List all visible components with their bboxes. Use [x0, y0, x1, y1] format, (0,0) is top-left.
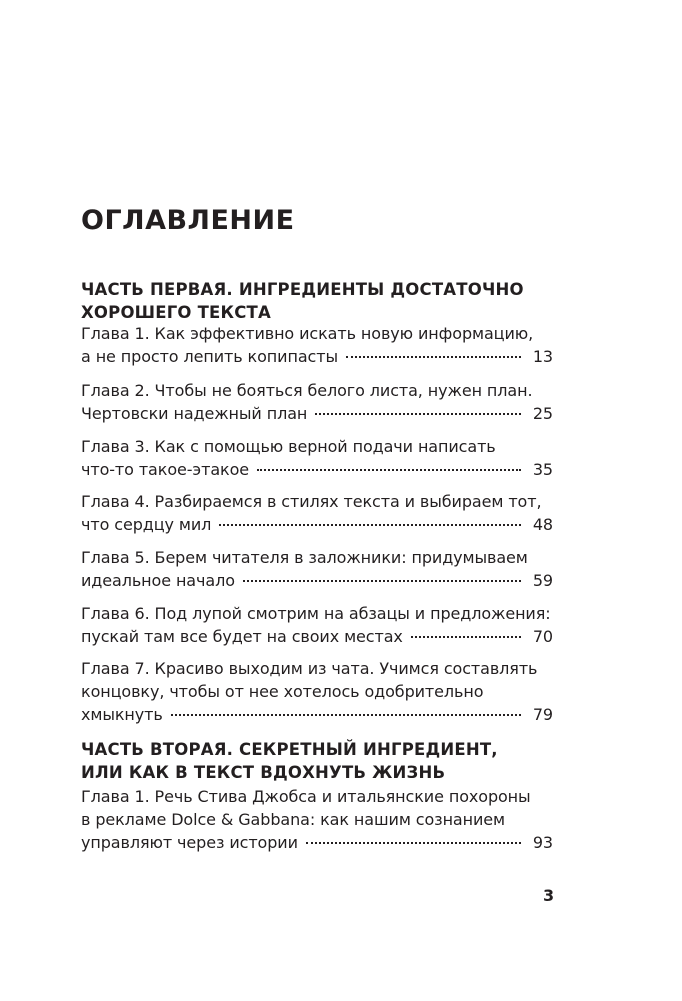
toc-page-number: 70	[532, 627, 553, 646]
dot-leader	[346, 356, 521, 358]
toc-entry-last-line	[81, 513, 553, 536]
toc-entry-last-line	[81, 345, 553, 368]
toc-entry-text: что сердцу мил	[81, 515, 212, 534]
part-one-heading	[81, 278, 541, 324]
toc-entry-last-line	[81, 402, 553, 425]
page-number: 3	[543, 886, 555, 905]
toc-entry-last-line	[81, 703, 553, 726]
page-title: ОГЛАВЛЕНИЕ	[81, 205, 295, 236]
dot-leader	[411, 636, 521, 638]
toc-entry-last-line	[81, 625, 553, 648]
toc-entry-text: концовку, чтобы от нее хотелось одобрительно	[81, 682, 484, 701]
toc-entry-part1-ch7[interactable]	[81, 657, 553, 726]
toc-entry-text: Глава 2. Чтобы не бояться белого листа, нужен план.	[81, 381, 533, 400]
toc-page-number: 79	[532, 705, 553, 724]
toc-page-number: 13	[532, 347, 553, 366]
toc-entry-last-line	[81, 831, 553, 854]
dot-leader	[219, 524, 521, 526]
part-two-heading-line: ИЛИ КАК В ТЕКСТ ВДОХНУТЬ ЖИЗНЬ	[81, 763, 446, 782]
toc-entry-text: что-то такое-этакое	[81, 460, 250, 479]
part-one-heading-line: ЧАСТЬ ПЕРВАЯ. ИНГРЕДИЕНТЫ ДОСТАТОЧНО	[81, 280, 524, 299]
toc-entry-part1-ch3[interactable]	[81, 435, 553, 481]
dot-leader	[306, 842, 521, 844]
toc-page-number: 59	[532, 571, 553, 590]
toc-entry-text: Глава 7. Красиво выходим из чата. Учимся составлять	[81, 659, 538, 678]
toc-entry-part1-ch2[interactable]	[81, 379, 553, 425]
toc-entry-text: а не просто лепить копипасты	[81, 347, 338, 366]
part-two-heading-line: ЧАСТЬ ВТОРАЯ. СЕКРЕТНЫЙ ИНГРЕДИЕНТ,	[81, 740, 498, 759]
toc-entry-text: хмыкнуть	[81, 705, 163, 724]
toc-entry-text: управляют через истории	[81, 833, 298, 852]
toc-entry-last-line	[81, 458, 553, 481]
toc-page-number: 93	[532, 833, 553, 852]
part-one-heading-line: ХОРОШЕГО ТЕКСТА	[81, 303, 271, 322]
toc-page-number: 25	[532, 404, 553, 423]
toc-entry-part1-ch1[interactable]	[81, 322, 553, 368]
toc-entry-text: Глава 1. Как эффективно искать новую информацию,	[81, 324, 534, 343]
toc-entry-text: идеальное начало	[81, 571, 235, 590]
toc-entry-part2-ch1[interactable]	[81, 785, 553, 854]
toc-entry-text: Глава 1. Речь Стива Джобса и итальянские похороны	[81, 787, 531, 806]
toc-entry-part1-ch5[interactable]	[81, 546, 553, 592]
toc-entry-text: Глава 6. Под лупой смотрим на абзацы и предложения:	[81, 604, 551, 623]
dot-leader	[257, 469, 521, 471]
toc-entry-text: Чертовски надежный план	[81, 404, 308, 423]
toc-entry-text: пускай там все будет на своих местах	[81, 627, 403, 646]
toc-entry-part1-ch6[interactable]	[81, 602, 553, 648]
toc-entry-text: Глава 3. Как с помощью верной подачи написать	[81, 437, 496, 456]
dot-leader	[315, 413, 521, 415]
toc-entry-part1-ch4[interactable]	[81, 490, 553, 536]
toc-entry-last-line	[81, 569, 553, 592]
toc-entry-text: Глава 5. Берем читателя в заложники: придумываем	[81, 548, 528, 567]
part-two-heading	[81, 738, 541, 784]
toc-page-number: 35	[532, 460, 553, 479]
toc-entry-text: Глава 4. Разбираемся в стилях текста и выбираем тот,	[81, 492, 542, 511]
toc-page-number: 48	[532, 515, 553, 534]
toc-entry-text: в рекламе Dolce & Gabbana: как нашим сознанием	[81, 810, 506, 829]
dot-leader	[243, 580, 521, 582]
dot-leader	[171, 714, 521, 716]
